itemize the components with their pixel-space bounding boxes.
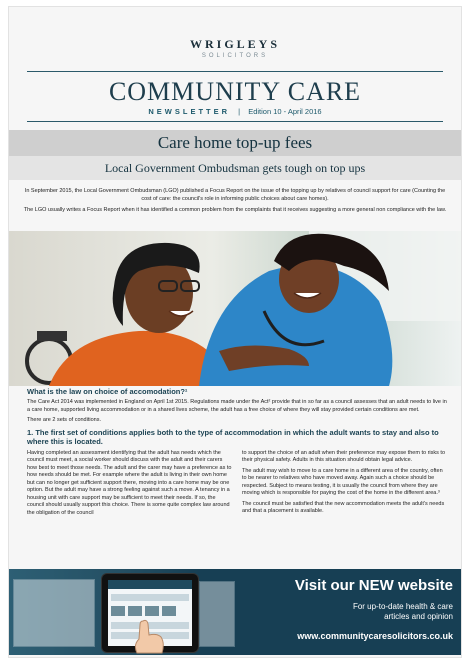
intro-paragraph-2: The LGO usually writes a Focus Report when it has identified a common problem from the complaints that it receives suggesting a more general non compliance with the law.: [23, 207, 447, 213]
tablet-screen-tile: [111, 606, 125, 616]
newsletter-label: NEWSLETTER: [148, 107, 231, 116]
tablet-screen-tile: [162, 606, 176, 616]
tablet-screen-tile: [128, 606, 142, 616]
pointing-hand-icon: [129, 619, 169, 655]
photo-illustration: [9, 231, 461, 386]
banner-subtitle: [231, 602, 453, 622]
brand-subtitle: SOLICITORS: [201, 53, 269, 59]
header-rule-bottom: [27, 121, 443, 122]
article-column-right: [242, 450, 447, 521]
article-column-left: [27, 450, 232, 521]
website-link[interactable]: www.communitycaresolicitors.co.uk: [297, 631, 453, 641]
article-heading: What is the law on choice of accomodation?¹: [27, 387, 188, 396]
newsletter-page: [8, 6, 462, 658]
intro-text: [23, 187, 447, 217]
article-columns: [27, 450, 447, 521]
intro-paragraph-1: In September 2015, the Local Government Ombudsman (LGO) published a Focus Report on the issue of the topping up by relatives of council support for care (Counting the cost of care: the council's role in informing public choices about care homes).: [24, 188, 446, 202]
tablet-screen-tile: [145, 606, 159, 616]
edition-separator: |: [238, 107, 241, 116]
edition-label: Edition 10 - April 2016: [248, 107, 322, 116]
headline-main: Care home top-up fees: [9, 130, 461, 156]
tablet-screen-row: [111, 594, 189, 601]
website-thumbnail-left: [13, 579, 95, 647]
article-paragraph-1: The Care Act 2014 was implemented in England on April 1st 2015. Regulations made under the Act² provide that in so far as a council assesses that an adult needs to live in a care home, supported living accommodation or in a shared lives scheme, the adult has a free choice of where they will stay provided certain conditions are met.: [27, 399, 447, 413]
banner-title[interactable]: Visit our NEW website: [294, 577, 453, 594]
brand-logo: [9, 37, 461, 59]
header-rule-top: [27, 71, 443, 72]
website-banner[interactable]: [9, 569, 461, 655]
brand-name: WRIGLEYS: [189, 37, 281, 51]
banner-subtitle-line-1: For up-to-date health & care: [352, 602, 453, 611]
column-right-paragraph-3: The council must be satisfied that the new accommodation meets the adult's needs and that a placement is available.: [242, 500, 445, 514]
column-right-paragraph-2: The adult may wish to move to a care home in a different area of the country, often to be nearer to relatives who have moved away. Again such a choice should be respected. Subject to means testing, it is usually the council from where they are moving which is responsible for paying the cost of the home in the different area.³: [242, 467, 443, 496]
tablet-screen-header: [108, 580, 192, 589]
article-body: [27, 387, 447, 520]
column-right-paragraph-1: to support the choice of an adult when their preference may expose them to risks to their physical safety. Adults in this situation should obtain legal advice.: [242, 449, 446, 463]
banner-subtitle-line-2: articles and opinion: [384, 612, 453, 621]
newsletter-title: COMMUNITY CARE: [108, 77, 362, 106]
headline-sub: Local Government Ombudsman gets tough on top ups: [9, 156, 461, 180]
column-left-text: Having completed an assessment identifying that the adult has needs which the council must meet, a social worker should discuss with the adult and their carers how best to meet those needs. The adult and the carer may have a preference as to how needs should be met. For example where the adult is living in their own home but can no longer get sufficient support there, moving into a care home may be one option. But the adult may have a strong feeling against such a move. A tenancy in a housing unit with care support may be sufficient to meet their needs. If so, the council should usually support this choice. There is some quite complex law around the obligation of the council: [27, 449, 232, 516]
article-paragraph-2: There are 2 sets of conditions.: [27, 417, 101, 423]
carer-and-resident-photo: [9, 231, 461, 386]
website-thumbnail-right: [199, 581, 235, 647]
edition-line: [9, 107, 461, 116]
article-subheading: 1. The first set of conditions applies both to the type of accommodation in which the adult wants to stay and also to where this is located.: [27, 427, 439, 446]
